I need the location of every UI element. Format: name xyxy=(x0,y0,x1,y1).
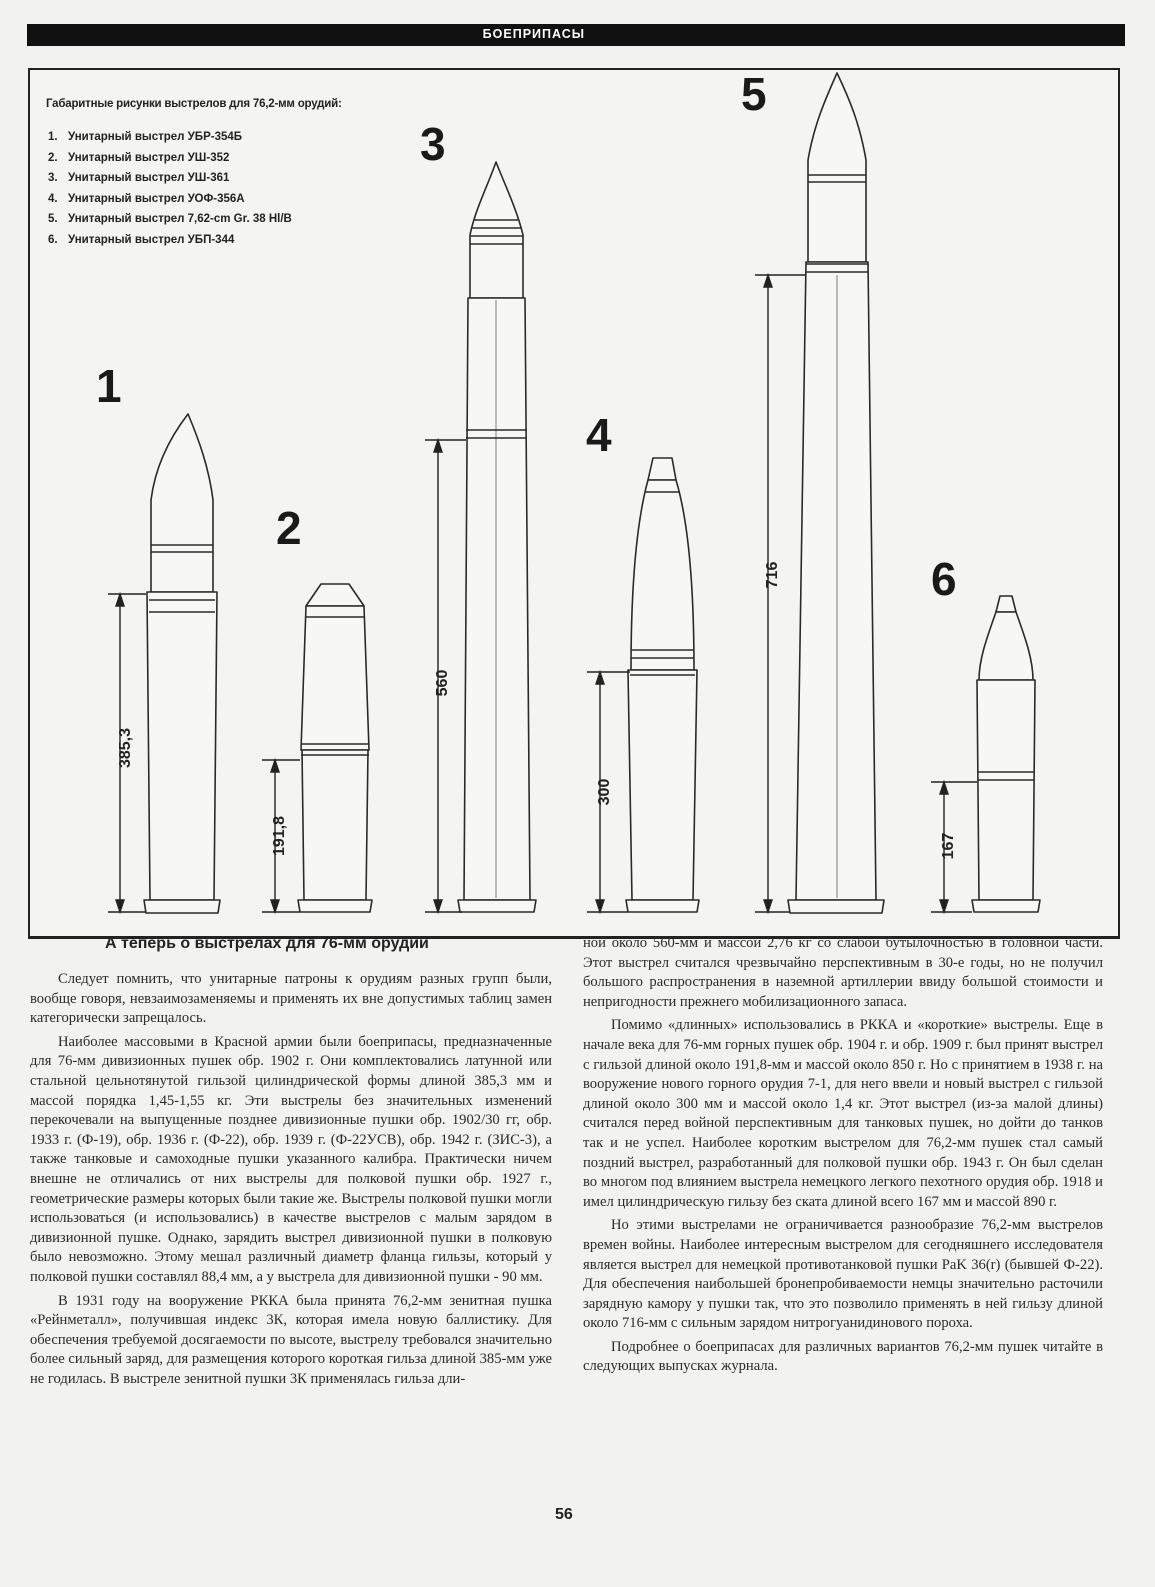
legend-item-text: Унитарный выстрел УОФ-356А xyxy=(68,192,245,205)
round-number-6: 6 xyxy=(931,553,957,605)
round-number-3: 3 xyxy=(420,118,446,170)
round-3-drawing xyxy=(458,162,536,912)
round-6-drawing xyxy=(972,596,1040,912)
legend-item-text: Унитарный выстрел УШ-352 xyxy=(68,151,230,164)
article-paragraph: В 1931 году на вооружение РККА была принята 76,2-мм зенитная пушка «Рейнметалл», получившая индекс 3К, которая имела новую баллистику. Для обеспечения требуемой досягаемости по высоте, выстрелу требовался значительно более сильный заряд, для размещения которого короткая гильза длиной 385-мм уже не годилась. В выстреле зенитной пушки 3К применялась гильза дли- xyxy=(30,1292,552,1387)
legend-item-text: Унитарный выстрел УБР-354Б xyxy=(68,131,243,143)
round-1-drawing xyxy=(144,414,220,913)
legend-item-number: 4. xyxy=(48,192,58,205)
article-paragraph: Подробнее о боеприпасах для различных вариантов 76,2-мм пушек читайте в следующих выпусках журнала. xyxy=(583,1338,1103,1375)
article-paragraph: ной около 560-мм и массой 2,76 кг со слабой бутылочностью в головной части. Этот выстрел считался чрезвычайно перспективным в 30-е годы, но не получил большого распространения в наземной артиллерии ввиду большой стоимости и непригодности прежнего мобилизационного запаса. xyxy=(583,935,1103,1010)
dimension-label-3: 560 xyxy=(434,669,451,697)
legend-item-number: 1. xyxy=(48,131,58,143)
dimension-label-2: 191,8 xyxy=(271,815,288,857)
article-right-column xyxy=(583,934,1103,1381)
round-number-1: 1 xyxy=(96,360,122,412)
legend-title: Габаритные рисунки выстрелов для 76,2-мм орудий: xyxy=(46,98,342,110)
dimension-label-4: 300 xyxy=(596,778,613,806)
article-paragraph: Следует помнить, что унитарные патроны к орудиям разных групп были, вообще говоря, невзаимозаменяемы и применять их вне допустимых таблиц замен категорически запрещалось. xyxy=(30,971,552,1027)
article-paragraph: Помимо «длинных» использовались в РККА и «короткие» выстрелы. Еще в начале века для 76-мм горных пушек обр. 1904 г. и обр. 1909 г. был принят выстрел с гильзой длиной около 191,8-мм и массой около 850 г. Но с принятием в 1938 г. на вооружение нового горного орудия 7-1, для него ввели и новый выстрел с гильзой длиной около 300 мм и массой около 1,4 кг. Этот выстрел (из-за малой длины) считался перед войной перспективным для танковых пушек, но дойти до танков так и не успел. Наиболее коротким выстрелом для 76,2-мм пушек стал самый поздний выстрел, разработанный для полковой пушки обр. 1943 г. Он был сделан во многом под влиянием выстрела немецкого легкого пехотного орудия обр. 1918 и имел цилиндрическую гильзу без ската длиной всего 167 мм и массой 890 г. xyxy=(583,1017,1103,1210)
article-title: А теперь о выстрелах для 76-мм орудий xyxy=(105,935,429,952)
dimension-label-1: 385,3 xyxy=(117,727,134,769)
section-title: БОЕПРИПАСЫ xyxy=(482,27,585,41)
round-5-drawing xyxy=(788,73,884,913)
legend-item-text: Унитарный выстрел УШ-361 xyxy=(68,172,230,185)
article-paragraph: Но этими выстрелами не ограничивается разнообразие 76,2-мм выстрелов времен войны. Наиболее интересным выстрелом для сегодняшнего исследователя является выстрел для немецкой противотанковой пушки PaK 36(r) (бывшей Ф-22). Для обеспечения наибольшей бронепробиваемости немцы значительно расточили зарядную камору у пушки так, что это позволило применять в ней гильзу длиной около 716-мм с сильным зарядом нитрогуанидинового пороха. xyxy=(583,1217,1103,1332)
page-number: 56 xyxy=(555,1506,573,1523)
legend-item-number: 3. xyxy=(48,172,58,185)
legend-item-number: 6. xyxy=(48,233,58,246)
article-paragraph: Наиболее массовыми в Красной армии были боеприпасы, предназначенные для 76-мм дивизионных пушек обр. 1902 г. Они комплектовались латунной или стальной цельнотянутой гильзой цилиндрической формы длиной 385,3 мм и массой порядка 1,45-1,55 кг. Эти выстрелы без значительных изменений перекочевали на выпущенные позднее дивизионные пушки обр. 1902/30 гг, обр. 1933 г. (Ф-19), обр. 1936 г. (Ф-22), обр. 1939 г. (Ф-22УСВ), обр. 1942 г. (ЗИС-3), а также танковые и самоходные пушки указанного калибра. Практически ничем внешне не отличались от них выстрелы для полковой пушки обр. 1927 г., геометрические размеры которых были такие же. Выстрелы полковой пушки могли использоваться (и использовались) в качестве выстрелов с малым зарядом в дивизионной пушке. Однако, зарядить выстрел дивизионной пушки в полковую было невозможно. Этому мешал различный диаметр фланца гильзы, который у полковой пушки составлял 88,4 мм, а у выстрела для дивизионной пушки - 90 мм. xyxy=(30,1033,552,1285)
round-2-drawing xyxy=(298,584,372,912)
dimension-label-5: 716 xyxy=(764,561,781,589)
round-number-4: 4 xyxy=(586,409,612,461)
round-number-2: 2 xyxy=(276,502,302,554)
legend-item-number: 5. xyxy=(48,213,58,226)
legend-item-text: Унитарный выстрел 7,62-cm Gr. 38 Hl/B xyxy=(68,213,292,226)
round-4-drawing xyxy=(626,458,699,912)
dimension-label-6: 167 xyxy=(940,832,957,860)
legend-item-number: 2. xyxy=(48,151,58,164)
article-left-column xyxy=(30,970,552,1393)
round-number-5: 5 xyxy=(741,68,767,120)
legend-item-text: Унитарный выстрел УБП-344 xyxy=(68,233,235,246)
